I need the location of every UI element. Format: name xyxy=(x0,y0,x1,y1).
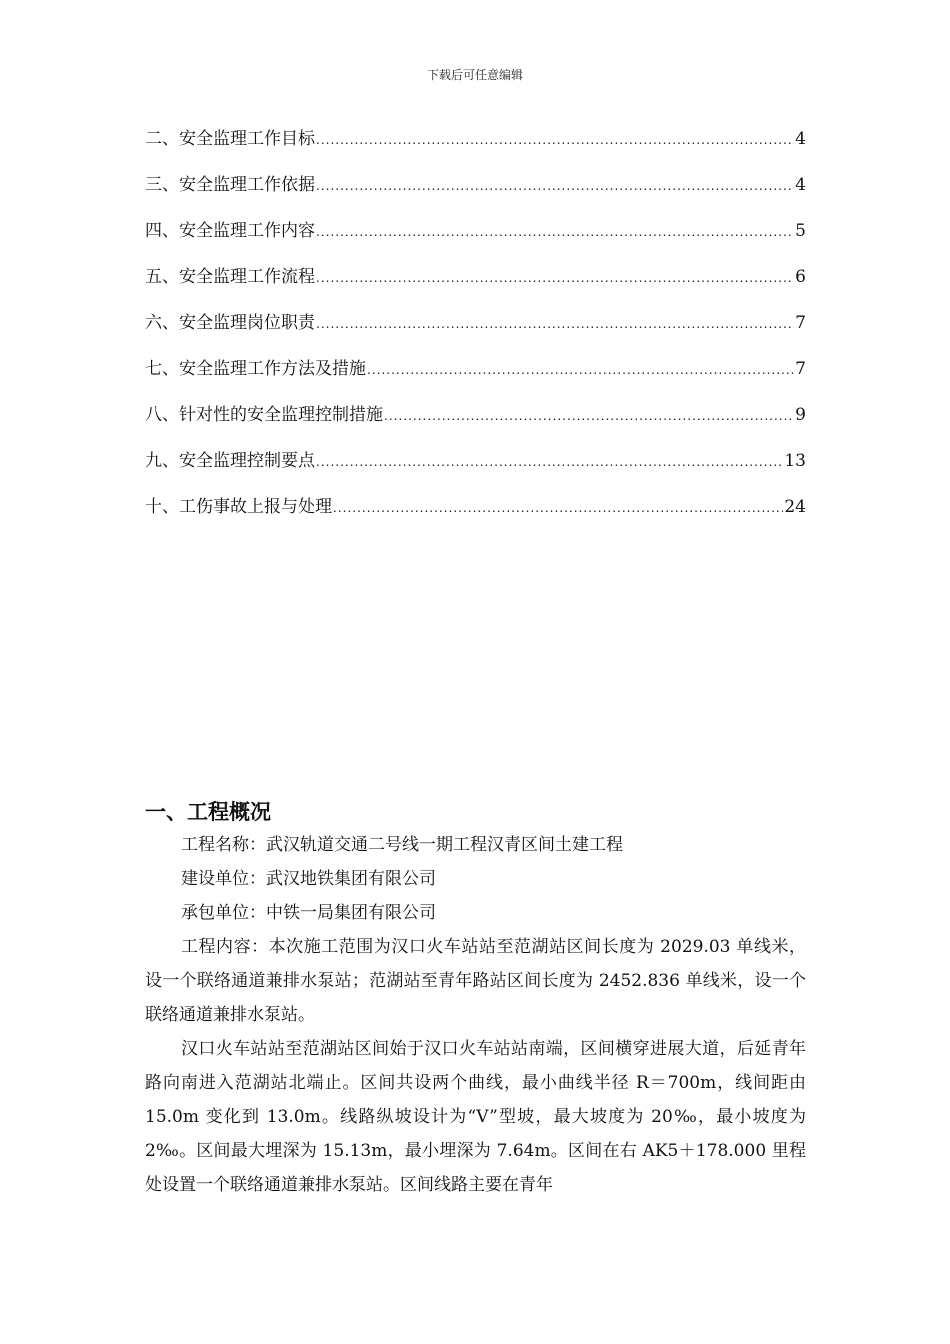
toc-leader-dots xyxy=(316,179,794,193)
toc-entry[interactable] xyxy=(145,124,806,170)
toc-entry-page: 6 xyxy=(795,267,806,287)
toc-entry-page: 9 xyxy=(795,405,806,425)
toc-leader-dots xyxy=(316,225,794,239)
toc-leader-dots xyxy=(333,501,783,515)
toc-entry-page: 24 xyxy=(784,497,806,517)
toc-entry[interactable] xyxy=(145,400,806,446)
toc-entry-title: 七、安全监理工作方法及措施 xyxy=(145,359,366,379)
toc-entry-page: 13 xyxy=(784,451,806,471)
project-name-paragraph: 工程名称：武汉轨道交通二号线一期工程汉青区间土建工程 xyxy=(181,835,623,855)
toc-entry[interactable] xyxy=(145,446,806,492)
toc-leader-dots xyxy=(384,409,794,423)
toc-entry-page: 4 xyxy=(795,175,806,195)
toc-leader-dots xyxy=(316,455,783,469)
toc-entry-title: 九、安全监理控制要点 xyxy=(145,451,315,471)
section-body xyxy=(145,828,806,1202)
page-header: 下载后可任意编辑 xyxy=(426,68,523,82)
toc-entry-title: 三、安全监理工作依据 xyxy=(145,175,315,195)
toc-entry-title: 八、针对性的安全监理控制措施 xyxy=(145,405,383,425)
toc-entry[interactable] xyxy=(145,308,806,354)
toc-entry-title: 十、工伤事故上报与处理 xyxy=(145,497,332,517)
toc-leader-dots xyxy=(316,271,794,285)
scope-paragraph: 工程内容：本次施工范围为汉口火车站站至范湖站区间长度为 2029.03 单线米，设一个联络通道兼排水泵站；范湖站至青年路站区间长度为 2452.836 单线米，设一个联络通道兼排水泵站。 xyxy=(145,937,806,1025)
contractor-paragraph: 承包单位：中铁一局集团有限公司 xyxy=(181,903,436,923)
client-paragraph: 建设单位：武汉地铁集团有限公司 xyxy=(181,869,436,889)
toc-entry[interactable] xyxy=(145,262,806,308)
toc-leader-dots xyxy=(316,317,794,331)
table-of-contents xyxy=(145,124,806,538)
section-heading: 一、工程概况 xyxy=(145,800,271,824)
toc-entry[interactable] xyxy=(145,170,806,216)
toc-leader-dots xyxy=(316,133,794,147)
toc-leader-dots xyxy=(367,363,794,377)
toc-entry[interactable] xyxy=(145,216,806,262)
toc-entry-page: 4 xyxy=(795,129,806,149)
toc-entry-page: 7 xyxy=(795,313,806,333)
toc-entry[interactable] xyxy=(145,492,806,538)
toc-entry-title: 六、安全监理岗位职责 xyxy=(145,313,315,333)
toc-entry[interactable] xyxy=(145,354,806,400)
toc-entry-page: 5 xyxy=(795,221,806,241)
toc-entry-title: 四、安全监理工作内容 xyxy=(145,221,315,241)
route-description-paragraph: 汉口火车站站至范湖站区间始于汉口火车站站南端，区间横穿进展大道，后延青年路向南进入范湖站北端止。区间共设两个曲线，最小曲线半径 R＝700m，线间距由 15.0m 变化到 13.0m。线路纵坡设计为“V”型坡，最大坡度为 20‰，最小坡度为 2‰。区间最大埋深为 15.13m，最小埋深为 7.64m。区间在右 AK5＋178.000 里程处设置一个联络通道兼排水泵站。区间线路主要在青年 xyxy=(145,1039,806,1195)
toc-entry-title: 五、安全监理工作流程 xyxy=(145,267,315,287)
toc-entry-title: 二、安全监理工作目标 xyxy=(145,129,315,149)
toc-entry-page: 7 xyxy=(795,359,806,379)
